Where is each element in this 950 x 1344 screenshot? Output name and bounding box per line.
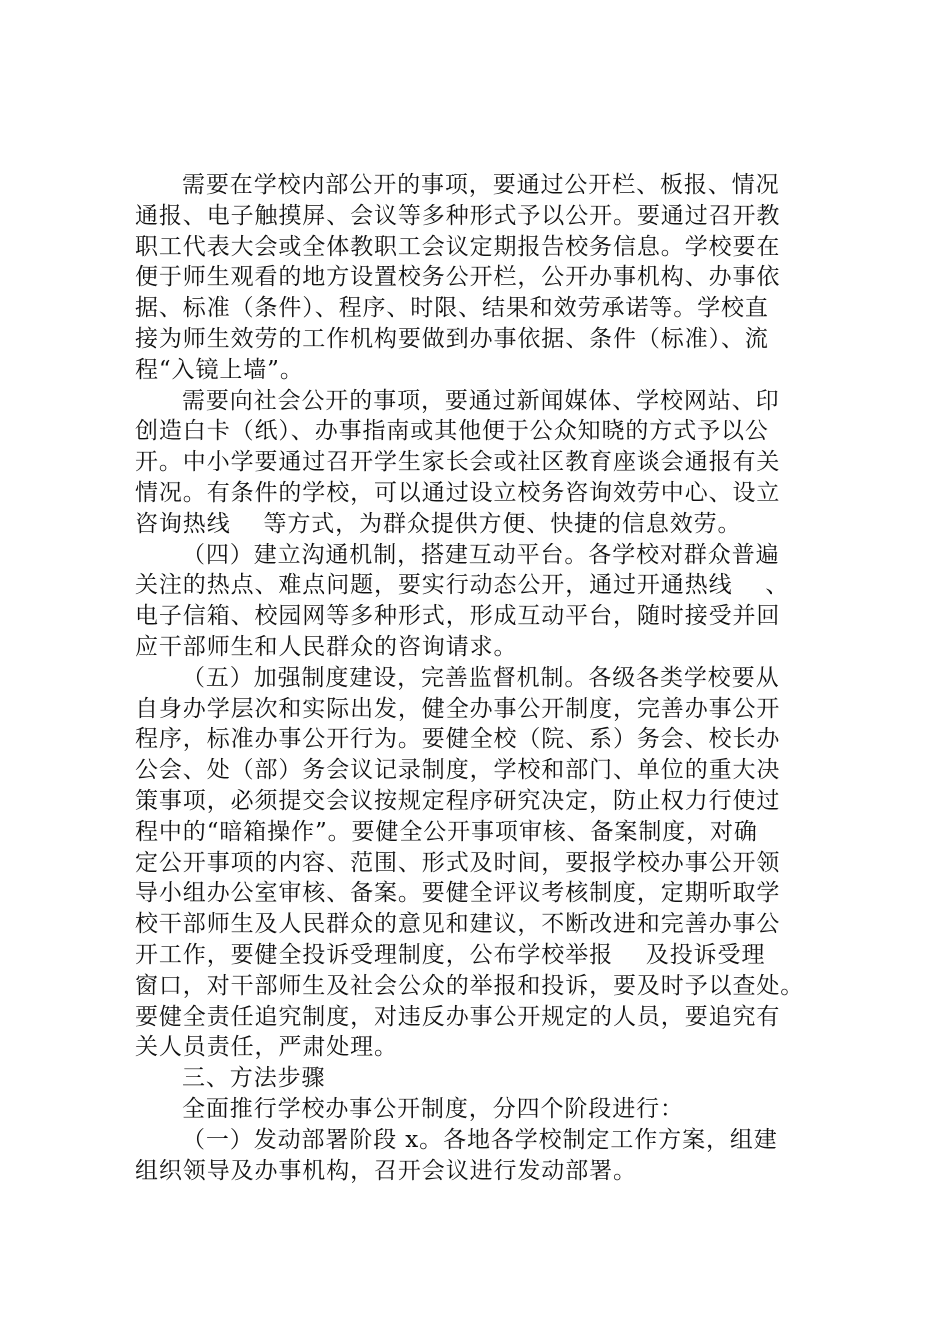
text-line: 职工代表大会或全体教职工会议定期报告校务信息。学校要在: [135, 233, 781, 260]
text-line: 要健全责任追究制度，对违反办事公开规定的人员，要追究有: [135, 1003, 781, 1030]
text-line: 组织领导及办事机构，召开会议进行发动部署。: [135, 1157, 637, 1184]
text-line: 据、标准（条件）、程序、时限、结果和效劳承诺等。学校直: [135, 295, 769, 322]
text-line: 情况。有条件的学校，可以通过设立校务咨询效劳中心、设立: [135, 479, 781, 506]
text-line: 应干部师生和人民群众的咨询请求。: [135, 633, 518, 660]
text-line: 定公开事项的内容、范围、形式及时间，要报学校办事公开领: [135, 849, 781, 876]
text-line: 关人员责任，严肃处理。: [135, 1034, 398, 1061]
text-line: 开工作，要健全投诉受理制度，公布学校举报 及投诉受理: [135, 941, 766, 968]
text-line: 程中的“暗箱操作”。要健全公开事项审核、备案制度，对确: [135, 818, 758, 845]
text-line: 需要在学校内部公开的事项，要通过公开栏、板报、情况: [182, 172, 780, 198]
text-line: 创造白卡（纸）、办事指南或其他便于公众知晓的方式予以公: [135, 418, 769, 445]
text-line: 开。中小学要通过召开学生家长会或社区教育座谈会通报有关: [135, 449, 781, 476]
text-line: 程“入镜上墙”。: [135, 356, 304, 383]
document-page: [135, 170, 835, 1186]
text-line: 公会、处（部）务会议记录制度，学校和部门、单位的重大决: [135, 757, 781, 784]
text-line: 导小组办公室审核、备案。要健全评议考核制度，定期听取学: [135, 880, 781, 907]
text-line: 需要向社会公开的事项，要通过新闻媒体、学校网站、印: [182, 387, 780, 414]
text-line: 电子信箱、校园网等多种形式，形成互动平台，随时接受并回: [135, 603, 781, 630]
text-line: 便于师生观看的地方设置校务公开栏，公开办事机构、办事依: [135, 264, 781, 291]
text-line: 关注的热点、难点问题，要实行动态公开，通过开通热线 、: [135, 572, 790, 599]
text-line: 三、方法步骤: [182, 1065, 326, 1092]
text-line: 窗口，对干部师生及社会公众的举报和投诉，要及时予以查处。: [135, 972, 805, 999]
text-line: （四）建立沟通机制，搭建互动平台。各学校对群众普遍: [182, 541, 780, 568]
text-line: 全面推行学校办事公开制度，分四个阶段进行：: [182, 1095, 684, 1122]
text-line: 校干部师生及人民群众的意见和建议，不断改进和完善办事公: [135, 911, 781, 938]
text-line: 接为师生效劳的工作机构要做到办事依据、条件（标准）、流: [135, 325, 769, 352]
text-line: 程序，标准办事公开行为。要健全校（院、系）务会、校长办: [135, 726, 781, 753]
text-line: （一）发动部署阶段 x。各地各学校制定工作方案，组建: [182, 1126, 778, 1153]
text-line: 自身办学层次和实际出发，健全办事公开制度，完善办事公开: [135, 695, 781, 722]
text-line: （五）加强制度建设，完善监督机制。各级各类学校要从: [182, 664, 780, 691]
text-line: 咨询热线 等方式，为群众提供方便、快捷的信息效劳。: [135, 510, 742, 537]
text-line: 策事项，必须提交会议按规定程序研究决定，防止权力行使过: [135, 787, 781, 814]
text-line: 通报、电子触摸屏、会议等多种形式予以公开。要通过召开教: [135, 202, 781, 229]
